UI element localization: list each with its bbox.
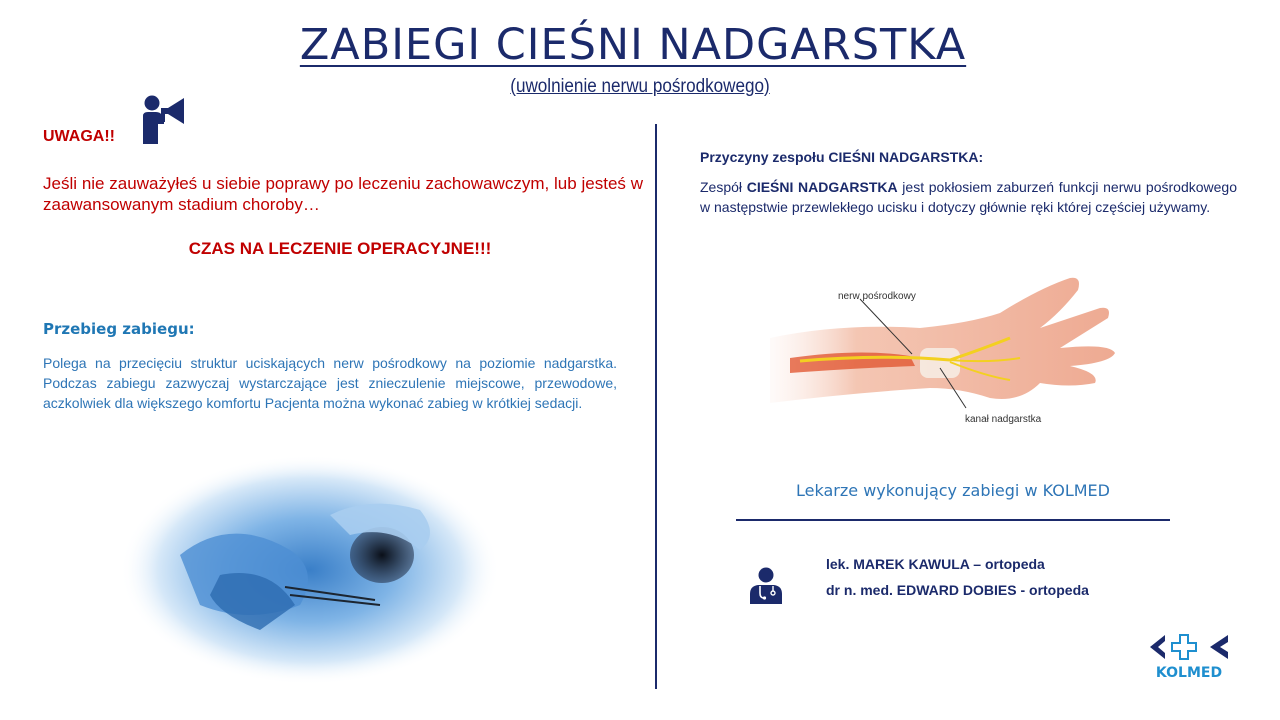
page-subtitle: (uwolnienie nerwu pośrodkowego) [510,76,770,97]
doctor-icon [749,567,783,604]
warning-text: Jeśli nie zauważyłeś u siebie poprawy po leczeniu zachowawczym, lub jesteś w zaawansowanym stadium choroby… [43,174,643,214]
warning-call-to-action: CZAS NA LECZENIE OPERACYJNE!!! [188,239,492,258]
warning-label: UWAGA!! [43,128,115,145]
procedure-text: Polega na przecięciu struktur uciskających nerw pośrodkowy na poziomie nadgarstka. Podczas zabiegu zazwyczaj wystarczające jest znieczulenie miejscowe, przewodowe, aczkolwiek dla większego komfortu Pacjenta można wykonać zabieg w krótkiej sedacji. [43,355,617,411]
doctor-item: dr n. med. EDWARD DOBIES - ortopeda [826,582,1089,598]
doctor-item: lek. MAREK KAWULA – ortopeda [826,556,1045,572]
megaphone-person-icon [140,94,188,144]
logo-text: KOLMED [1155,665,1223,680]
doctors-divider [736,519,1170,521]
wrist-anatomy-diagram [770,268,1120,443]
doctors-heading: Lekarze wykonujący zabiegi w KOLMED [796,481,1110,500]
page-title: ZABIEGI CIEŚNI NADGARSTKA [299,20,967,70]
kolmed-logo [1148,632,1230,680]
causes-text-suffix: jest pokłosiem zaburzeń funkcji nerwu pośrodkowego w następstwie przewlekłego ucisku i dotyczy głównie ręki której częściej używamy. [700,179,1237,215]
causes-text-bold: CIEŚNI NADGARSTKA [746,179,898,195]
page-title-wrap [0,20,1280,70]
procedure-heading: Przebieg zabiegu: [43,320,195,338]
causes-text-prefix: Zespół [700,179,747,195]
causes-text [700,177,1237,217]
column-divider [655,124,657,689]
label-nerve: nerw pośrodkowy [838,291,916,302]
label-canal: kanał nadgarstka [965,414,1042,425]
surgery-image [120,455,500,685]
doctors-list [826,551,1089,603]
causes-heading: Przyczyny zespołu CIEŚNI NADGARSTKA: [700,149,984,165]
